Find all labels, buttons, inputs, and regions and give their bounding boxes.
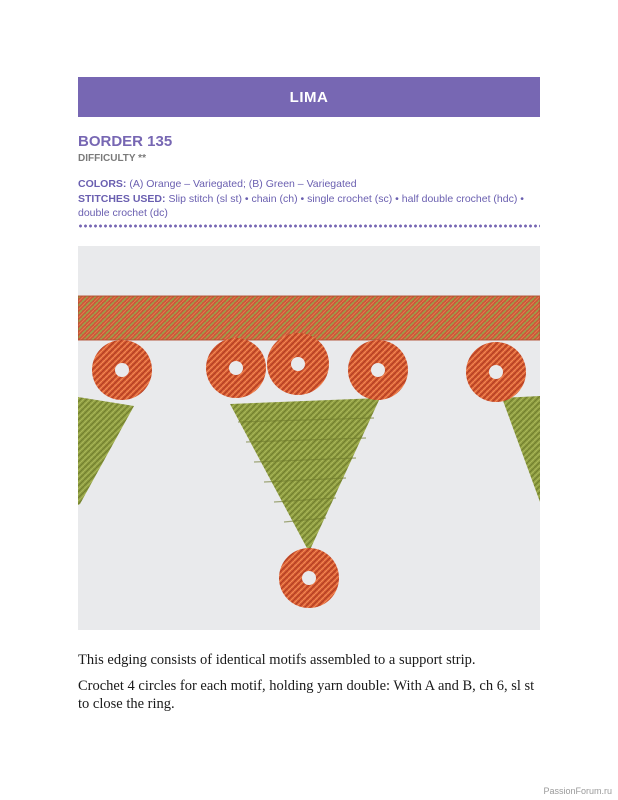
- site-watermark: PassionForum.ru: [543, 786, 612, 796]
- page-title: LIMA: [289, 88, 329, 106]
- orange-circle: [92, 340, 152, 400]
- orange-circle: [206, 338, 266, 398]
- stitches-value: Slip stitch (sl st) • chain (ch) • single crochet (sc) • half double crochet (hdc) • double crochet (dc): [78, 192, 524, 219]
- orange-circle: [267, 333, 329, 395]
- colors-value: (A) Orange – Variegated; (B) Green – Variegated: [129, 178, 357, 190]
- support-strip: [78, 296, 540, 340]
- colors-line: [78, 177, 540, 192]
- colors-label: COLORS:: [78, 178, 127, 190]
- dotted-divider: [78, 224, 540, 228]
- instruction-paragraph: Crochet 4 circles for each motif, holding yarn double: With A and B, ch 6, sl st to close the ring.: [78, 678, 535, 712]
- title-banner: [78, 77, 540, 117]
- stitches-line: [78, 192, 540, 221]
- intro-paragraph: This edging consists of identical motifs assembled to a support strip.: [78, 652, 476, 668]
- pattern-specs: [78, 177, 540, 221]
- difficulty-rating: DIFFICULTY **: [78, 153, 146, 164]
- crochet-border-photo: [78, 246, 540, 630]
- orange-circle: [466, 342, 526, 402]
- stitches-label: STITCHES USED:: [78, 192, 166, 205]
- orange-circle: [348, 340, 408, 400]
- pattern-name: BORDER 135: [78, 133, 173, 150]
- orange-circle-bottom: [279, 548, 339, 608]
